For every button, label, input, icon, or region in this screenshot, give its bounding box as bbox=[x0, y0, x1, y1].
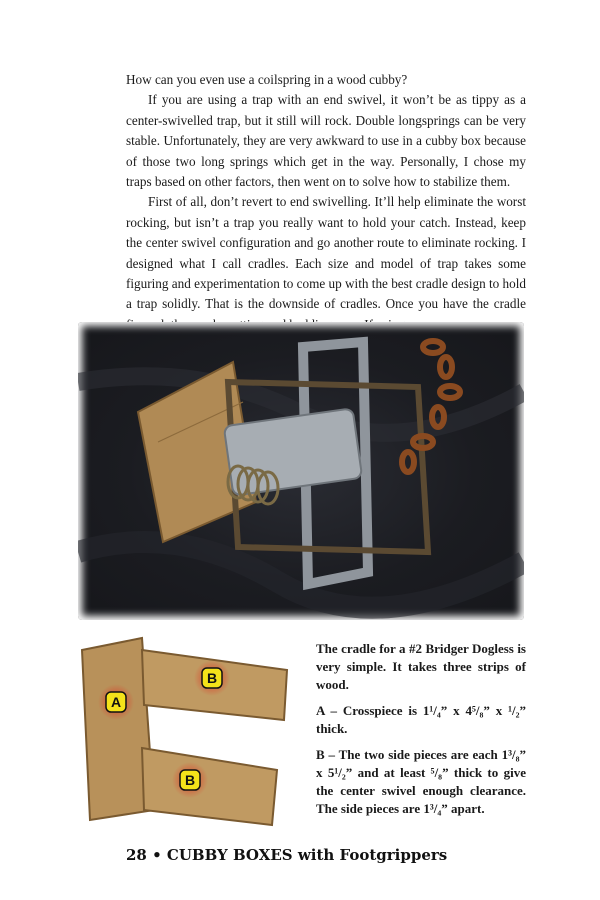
paragraph-3: First of all, don’t revert to end swivelling. It’ll help eliminate the worst rocking, but isn’t a trap you really want to hold your catch. Instead, keep the center swivel configuration and go another route to eliminate rocking. I designed what I call cradles. Each size and model of trap takes some figuring and experimentation to come up with the best cradle design to hold a trap solidly. That is the downside of cradles. Once you have the cradle bbox=[126, 194, 526, 312]
side-piece-b-bottom bbox=[142, 748, 277, 825]
paragraph-1: How can you even use a coilspring in a wood cubby? bbox=[126, 72, 408, 87]
caption-part-a: A – Crosspiece is 1¹/₄” x 4⁵/₈” x ¹/₂” thick. bbox=[316, 703, 526, 736]
trap-in-cradle-photo bbox=[78, 322, 524, 620]
trap-illustration bbox=[78, 322, 524, 620]
cradle-illustration bbox=[72, 630, 294, 828]
page-footer: 28 • CUBBY BOXES with Footgrippers bbox=[126, 846, 448, 864]
caption-intro: The cradle for a #2 Bridger Dogless is very simple. It takes three strips of wood. bbox=[316, 641, 526, 692]
caption-part-b: B – The two side pieces are each 1³/₈” x 5¹/₂” and at least ⁵/₈” thick to give the center swivel enough clearance. The side pieces are 1³/₄” apart. bbox=[316, 747, 526, 816]
paragraph-2: If you are using a trap with an end swivel, it won’t be as tippy as a center-swivelled trap, but it still will rock. Double longsprings can be very stable. Unfortunately, they are very awkward to use in a cubby box because of those two long springs which get in the way. Personally, I chose my traps based on other factors, then went on to solve how to stabilize them. bbox=[126, 92, 526, 190]
photo-caption bbox=[316, 640, 526, 826]
body-text bbox=[126, 70, 526, 335]
label-a: A bbox=[110, 694, 122, 710]
cradle-parts-photo bbox=[72, 630, 294, 828]
label-b-bottom: B bbox=[184, 772, 196, 788]
label-b-top: B bbox=[206, 670, 218, 686]
